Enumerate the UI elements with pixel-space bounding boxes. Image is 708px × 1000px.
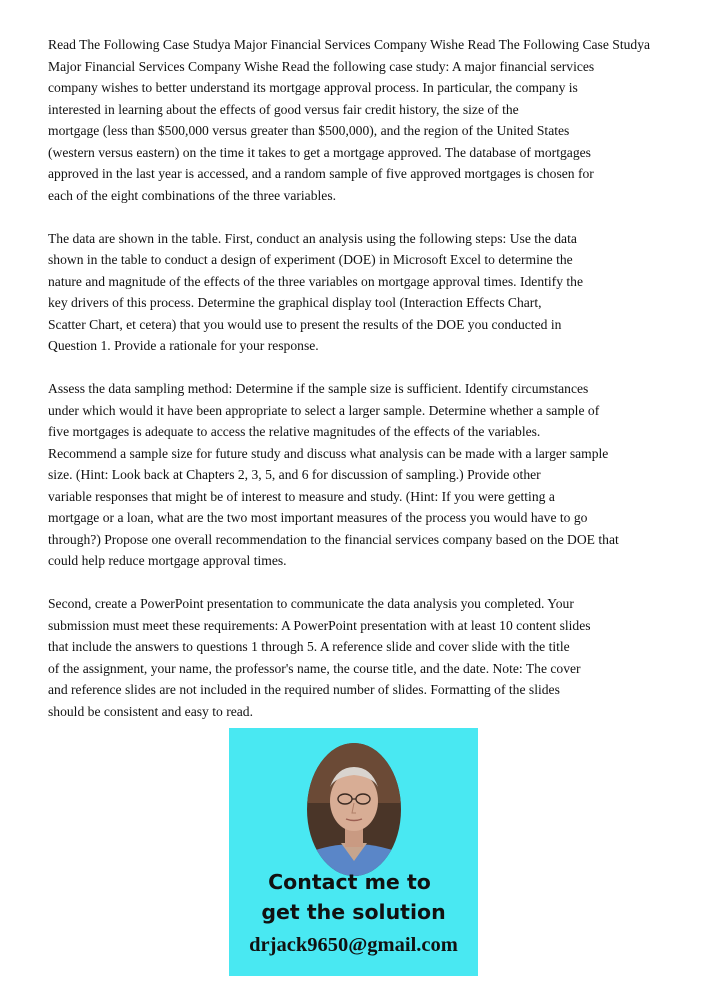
text-line: approved in the last year is accessed, and a random sample of five approved mortgages is chosen for	[48, 166, 594, 181]
text-line: could help reduce mortgage approval times.	[48, 553, 287, 568]
cta-line-2: get the solution	[261, 900, 446, 924]
document-body	[48, 34, 698, 744]
text-line: Recommend a sample size for future study and discuss what analysis can be made with a larger sample	[48, 445, 609, 461]
contact-promo-banner[interactable]	[229, 728, 478, 976]
paragraph-sampling	[48, 378, 698, 572]
text-line: through?) Propose one overall recommendation to the financial services company based on the DOE that	[48, 531, 619, 547]
paragraph-analysis	[48, 228, 698, 357]
cta-line-1: Contact me to	[268, 870, 431, 894]
paragraph-intro	[48, 34, 698, 206]
text-line: of the assignment, your name, the professor's name, the course title, and the date. Note: The cover	[48, 660, 581, 676]
text-line: that include the answers to questions 1 through 5. A reference slide and cover slide with the title	[48, 639, 570, 654]
text-line: Question 1. Provide a rationale for your response.	[48, 338, 319, 353]
text-line: Read The Following Case Studya Major Financial Services Company Wishe Read The Following Case Studya	[48, 37, 651, 52]
text-line: mortgage or a loan, what are the two most important measures of the process you would have to go	[48, 510, 588, 525]
text-line: Assess the data sampling method: Determine if the sample size is sufficient. Identify circumstances	[48, 381, 589, 396]
text-line: key drivers of this process. Determine the graphical display tool (Interaction Effects Chart,	[48, 295, 542, 310]
text-line: (western versus eastern) on the time it takes to get a mortgage approved. The database of mortgages	[48, 144, 591, 160]
text-line: each of the eight combinations of the three variables.	[48, 187, 337, 203]
text-line: variable responses that might be of interest to measure and study. (Hint: If you were getting a	[48, 488, 555, 504]
contact-email[interactable]: drjack9650@gmail.com	[249, 934, 458, 956]
text-line: submission must meet these requirements: A PowerPoint presentation with at least 10 content slides	[48, 617, 591, 633]
text-line: shown in the table to conduct a design of experiment (DOE) in Microsoft Excel to determine the	[48, 252, 573, 267]
text-line: should be consistent and easy to read.	[48, 703, 253, 719]
profile-photo	[307, 743, 401, 876]
text-line: Scatter Chart, et cetera) that you would use to present the results of the DOE you conducted in	[48, 316, 562, 332]
text-line: mortgage (less than $500,000 versus greater than $500,000), and the region of the United States	[48, 123, 570, 138]
text-line: under which would it have been appropriate to select a larger sample. Determine whether a sample of	[48, 402, 600, 418]
text-line: size. (Hint: Look back at Chapters 2, 3, 5, and 6 for discussion of sampling.) Provide other	[48, 467, 541, 482]
paragraph-presentation	[48, 593, 698, 722]
text-line: interested in learning about the effects of good versus fair credit history, the size of the	[48, 101, 519, 117]
text-line: Second, create a PowerPoint presentation to communicate the data analysis you completed. Your	[48, 596, 574, 611]
text-line: and reference slides are not included in the required number of slides. Formatting of the slides	[48, 682, 560, 697]
text-line: nature and magnitude of the effects of the three variables on mortgage approval times. Identify the	[48, 273, 583, 289]
text-line: The data are shown in the table. First, conduct an analysis using the following steps: Use the data	[48, 230, 577, 246]
text-line: Major Financial Services Company Wishe Read the following case study: A major financial services	[48, 58, 595, 74]
text-line: company wishes to better understand its mortgage approval process. In particular, the company is	[48, 80, 578, 95]
text-line: five mortgages is adequate to access the relative magnitudes of the effects of the variables.	[48, 424, 541, 439]
